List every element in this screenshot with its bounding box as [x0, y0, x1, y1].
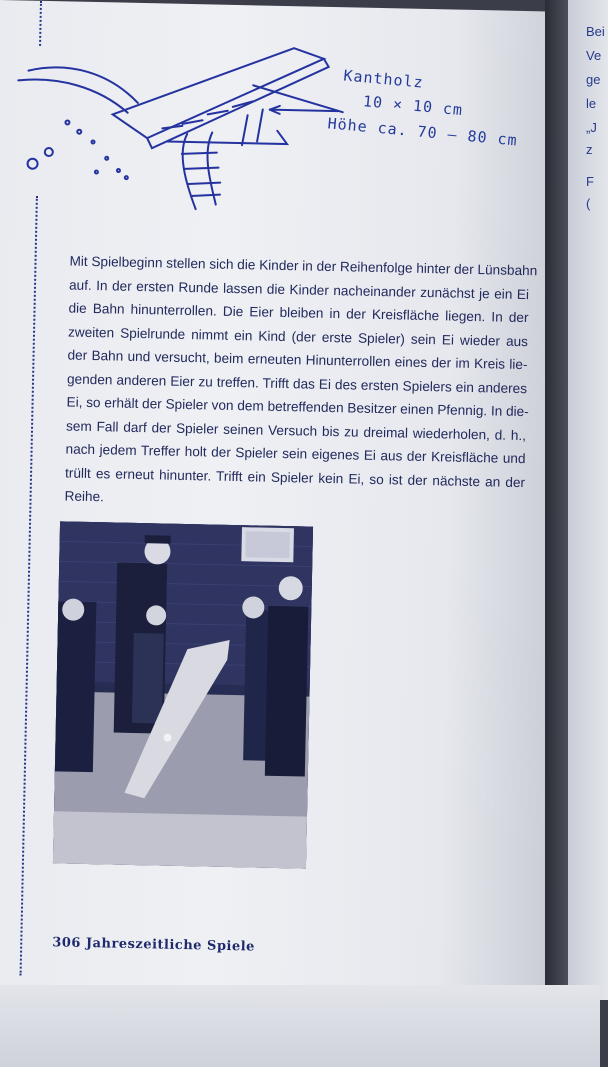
- paragraph-line: Ei, so erhält der Spieler von dem betreffenden Besitzer einen Pfennig. In die-: [66, 394, 529, 420]
- paragraph-line: der Bahn und versucht, beim erneuten Hinunterrollen eines der im Kreis lie-: [67, 347, 528, 373]
- paragraph: [64, 250, 538, 518]
- chapter-title: Jahreszeitliche Spiele: [85, 936, 256, 955]
- next-page-fragment: z: [586, 142, 593, 157]
- margin-dotted-line-bottom: [20, 196, 38, 976]
- sketch-label-height: Höhe ca. 70 – 80 cm: [326, 114, 519, 150]
- page-footer: [52, 935, 255, 954]
- next-page-fragment: F: [586, 174, 594, 189]
- children-playing-photo: [53, 521, 313, 868]
- paragraph-line: die Bahn hinunterrollen. Die Eier bleiben in der Kreisfläche liegen. In der: [68, 300, 529, 326]
- paragraph-line: auf. In der ersten Runde lassen die Kinder nacheinander zunächst je ein Ei: [68, 277, 530, 302]
- paragraph-line: Mit Spielbeginn stellen sich die Kinder in der Reihenfolge hinter der Lünsbahn: [69, 253, 538, 279]
- next-page-fragment: Ve: [586, 48, 602, 63]
- surface-below-book: [0, 985, 600, 1067]
- next-page-fragment: (: [586, 196, 591, 211]
- next-page-fragment: le: [586, 96, 597, 111]
- sketch-label-kantholz: Kantholz: [342, 66, 425, 92]
- next-page-fragment: „J: [586, 120, 597, 135]
- paragraph-line: zweiten Spielrunde nimmt ein Kind (der erste Spieler) sein Ei wieder aus: [67, 323, 529, 349]
- paragraph-line: genden anderen Eier zu treffen. Trifft das Ei des ersten Spielers ein anderes: [66, 370, 528, 396]
- next-page-fragment: Bei: [586, 24, 605, 39]
- paragraph-line: nach jedem Treffer holt der Spieler sein eigenes Ei aus der Kreisfläche und: [65, 441, 526, 467]
- photo-scene: [53, 521, 313, 868]
- sketch-label-size: 10 × 10 cm: [362, 92, 464, 120]
- paragraph-line: Reihe.: [64, 488, 105, 505]
- paragraph-line: trüllt es erneut hinunter. Trifft ein Spieler kein Ei, so ist der nächste an der: [64, 464, 526, 490]
- page-number: 306: [52, 935, 82, 951]
- paragraph-line: sem Fall darf der Spieler seinen Versuch bis zu dreimal wiederholen, d. h.,: [65, 417, 527, 443]
- next-page-fragment: ge: [586, 72, 601, 87]
- next-page-edge: [568, 0, 608, 1000]
